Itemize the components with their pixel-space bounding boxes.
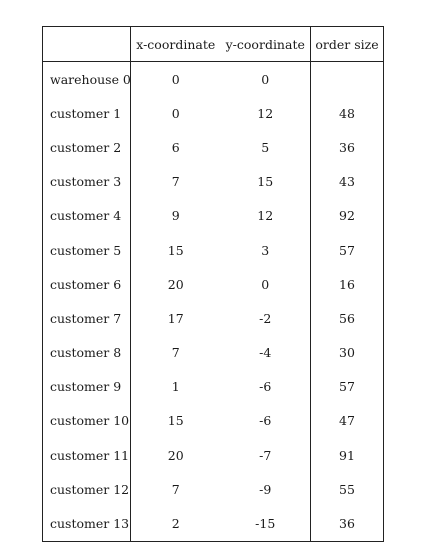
order-size-value: 30 [339, 345, 355, 361]
header-x-coordinate: x-coordinate [131, 27, 221, 62]
x-value: 7 [171, 174, 180, 190]
x-value: 2 [171, 516, 180, 532]
table-row [43, 199, 384, 233]
table-row [43, 130, 384, 164]
table-row [43, 336, 384, 370]
table-row [43, 404, 384, 438]
x-value: 1 [171, 379, 180, 395]
row-label: warehouse 0 [43, 62, 131, 97]
header-row [43, 27, 384, 62]
table-row [43, 506, 384, 541]
row-label: customer 12 [43, 472, 131, 506]
header-corner [43, 27, 131, 62]
table-row [43, 370, 384, 404]
x-value: 15 [167, 242, 184, 258]
row-label: customer 3 [43, 165, 131, 199]
order-size-value: 57 [339, 242, 355, 258]
row-label: customer 9 [43, 370, 131, 404]
row-label: customer 5 [43, 233, 131, 267]
table-body [43, 62, 384, 542]
table-row [43, 438, 384, 472]
order-size-value: 36 [339, 139, 355, 155]
row-label: customer 7 [43, 301, 131, 335]
data-table-container [42, 26, 383, 542]
y-value: -7 [221, 438, 311, 472]
table-row [43, 233, 384, 267]
row-label: customer 10 [43, 404, 131, 438]
order-size-value: 56 [339, 310, 355, 326]
customer-coordinates-table [42, 26, 384, 542]
x-value: 20 [167, 276, 184, 292]
row-label: customer 2 [43, 130, 131, 164]
order-size-value: 57 [339, 379, 355, 395]
y-value: -4 [221, 336, 311, 370]
x-value: 7 [171, 345, 180, 361]
y-value: -15 [221, 506, 311, 541]
order-size-value: 16 [339, 276, 355, 292]
row-label: customer 13 [43, 506, 131, 541]
order-size-value: 55 [339, 481, 355, 497]
row-label: customer 8 [43, 336, 131, 370]
x-value: 7 [171, 481, 180, 497]
y-value: 3 [221, 233, 311, 267]
order-size-value: 48 [339, 105, 355, 121]
table-row [43, 301, 384, 335]
row-label: customer 6 [43, 267, 131, 301]
x-value: 6 [171, 139, 180, 155]
row-label: customer 1 [43, 96, 131, 130]
header-y-coordinate: y-coordinate [221, 27, 311, 62]
order-size-value [311, 62, 384, 97]
y-value: 15 [221, 165, 311, 199]
table-row [43, 165, 384, 199]
table-row [43, 267, 384, 301]
y-value: 5 [221, 130, 311, 164]
y-value: 12 [221, 96, 311, 130]
x-value: 9 [171, 208, 180, 224]
order-size-value: 36 [339, 516, 355, 532]
table-row [43, 96, 384, 130]
y-value: -9 [221, 472, 311, 506]
header-order-size: order size [311, 27, 384, 62]
order-size-value: 43 [339, 174, 355, 190]
row-label: customer 4 [43, 199, 131, 233]
y-value: 0 [221, 62, 311, 97]
x-value: 15 [167, 413, 184, 429]
row-label: customer 11 [43, 438, 131, 472]
x-value: 0 [171, 71, 180, 87]
x-value: 17 [167, 310, 184, 326]
order-size-value: 47 [339, 413, 355, 429]
table-header [43, 27, 384, 62]
y-value: -2 [221, 301, 311, 335]
x-value: 20 [167, 447, 184, 463]
order-size-value: 92 [339, 208, 355, 224]
y-value: 12 [221, 199, 311, 233]
y-value: -6 [221, 370, 311, 404]
order-size-value: 91 [339, 447, 355, 463]
x-value: 0 [171, 105, 180, 121]
table-row [43, 472, 384, 506]
table-row [43, 62, 384, 97]
y-value: -6 [221, 404, 311, 438]
y-value: 0 [221, 267, 311, 301]
